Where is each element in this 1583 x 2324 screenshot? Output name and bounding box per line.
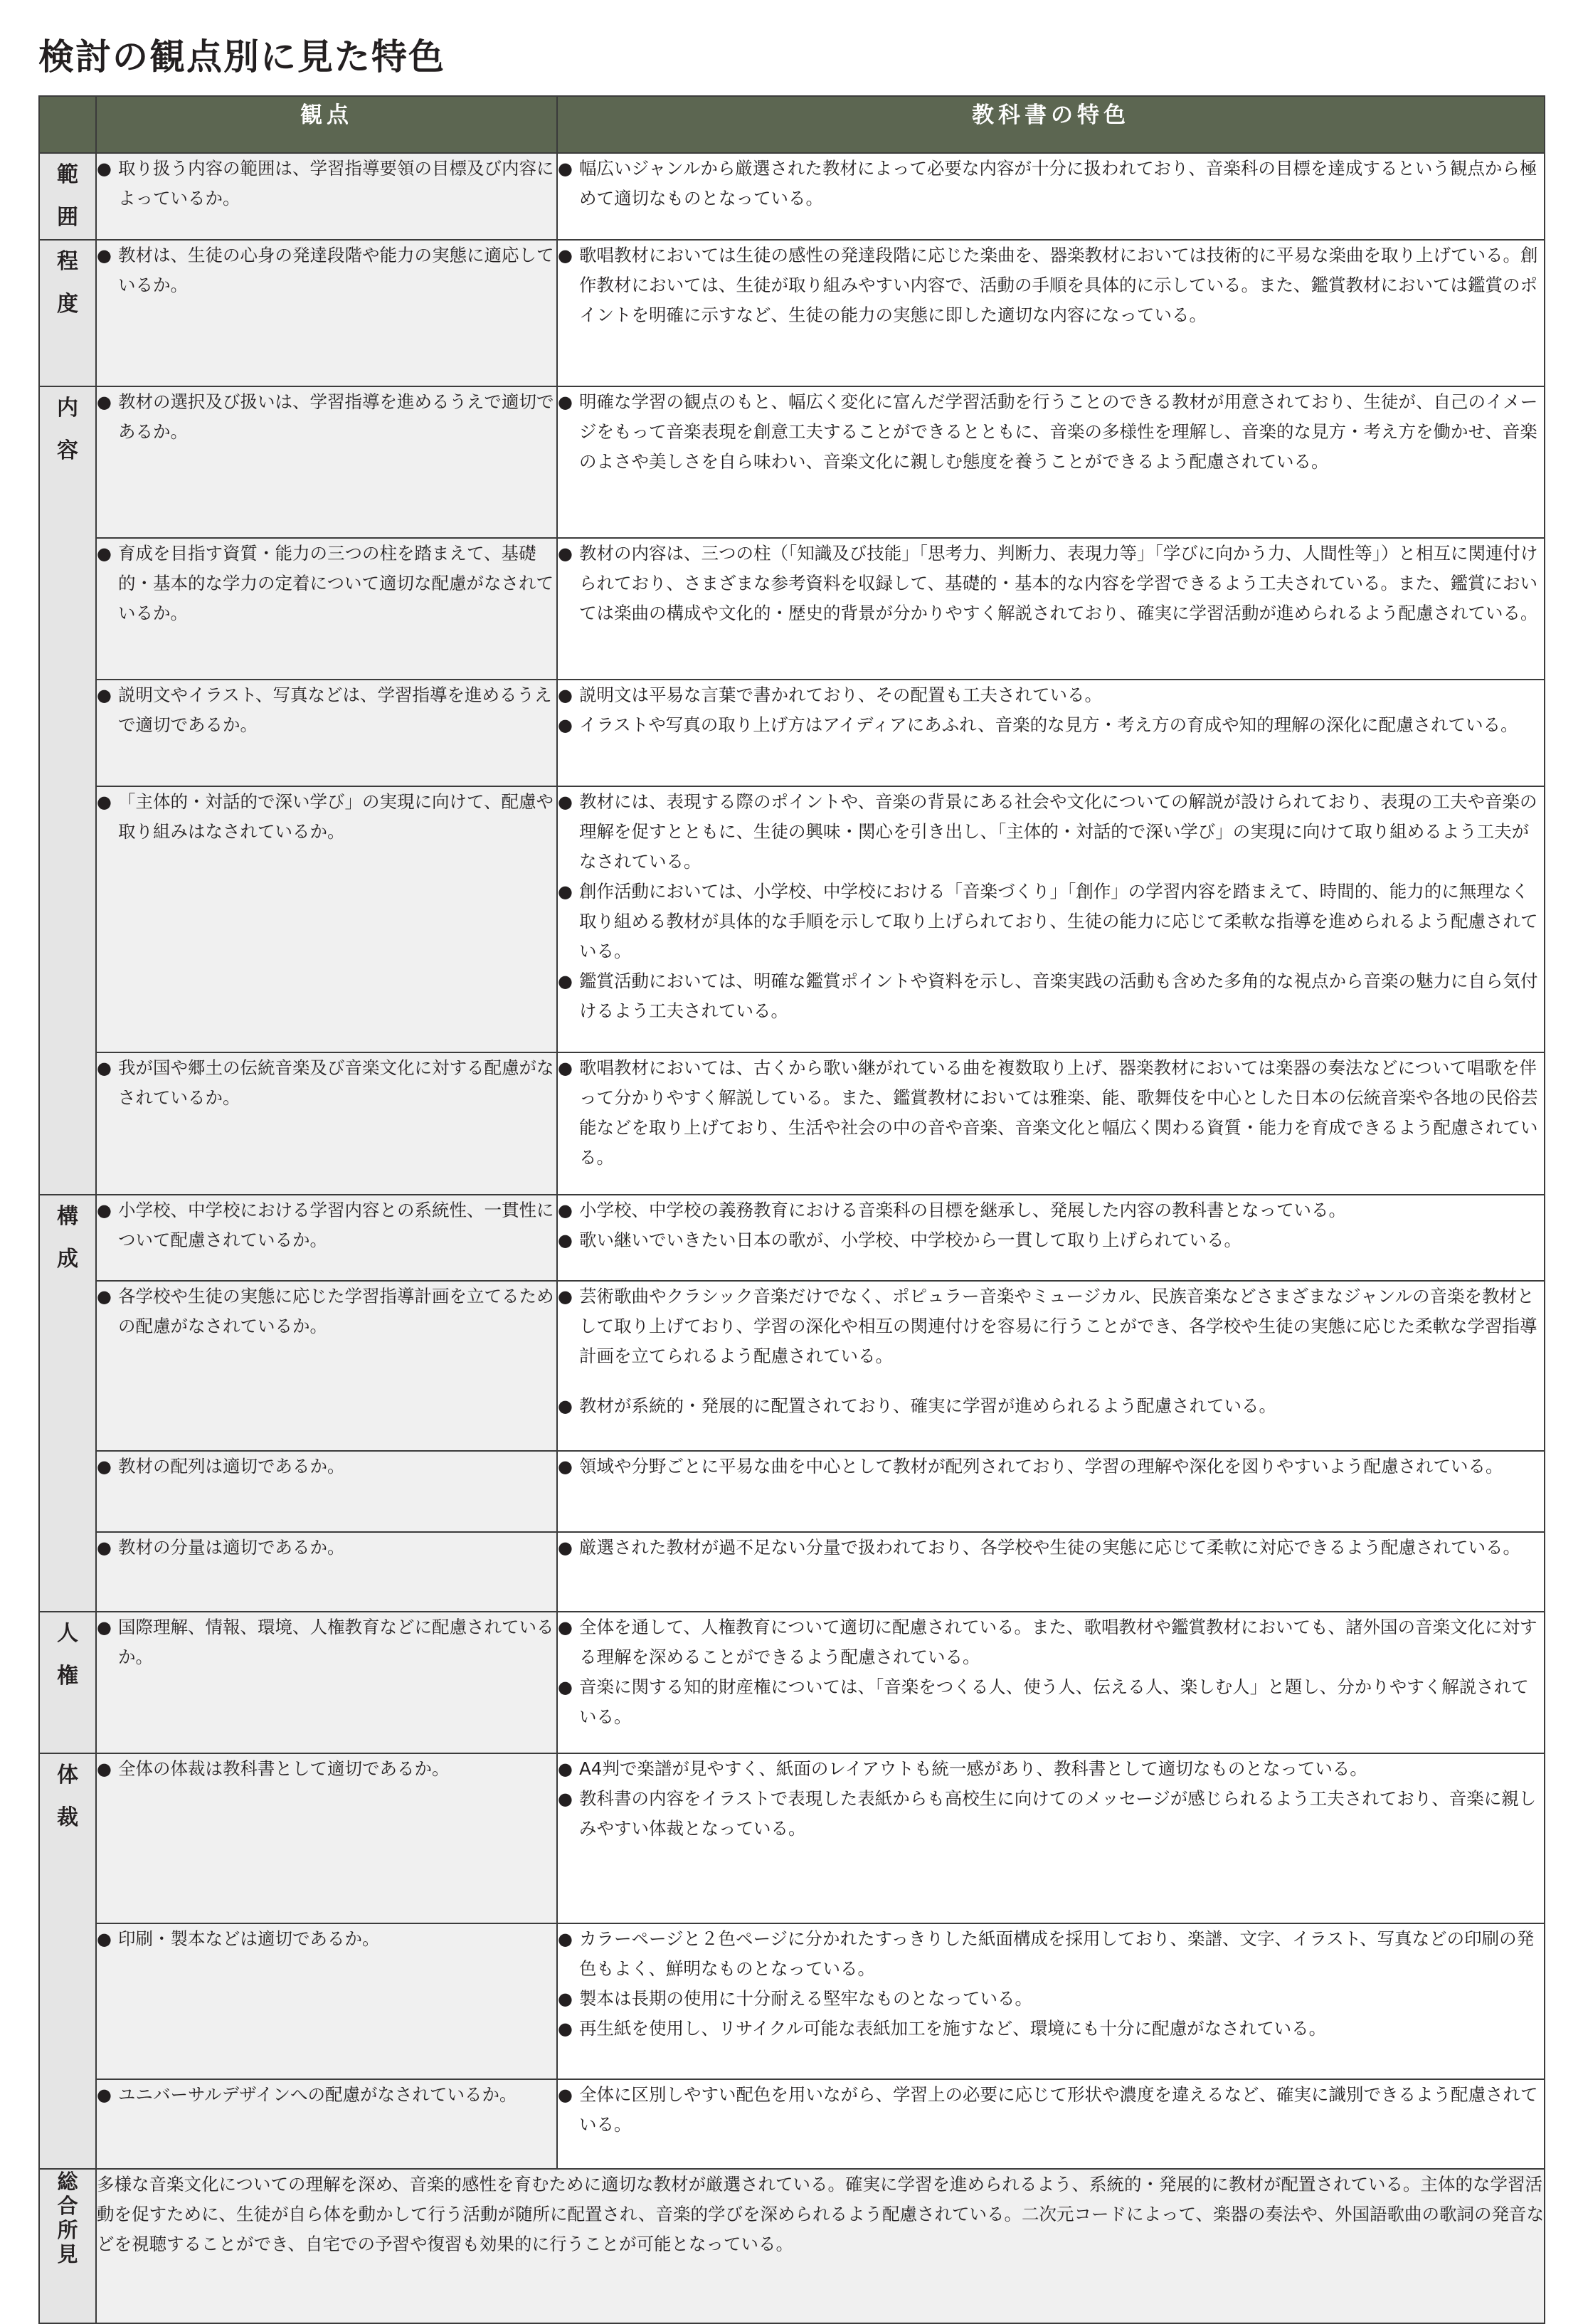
viewpoint-cell <box>96 1923 557 2079</box>
feature-cell <box>557 2079 1545 2169</box>
header-blank-cell <box>39 96 96 153</box>
category-char: 内 <box>57 396 78 421</box>
viewpoint-item: ● 説明文やイラスト、写真などは、学習指導を進めるうえで適切であるか。 <box>97 680 556 740</box>
viewpoint-cell <box>96 153 557 240</box>
category-char: 合 <box>57 2194 78 2218</box>
viewpoint-item: ● 「主体的・対話的で深い学び」の実現に向けて、配慮や取り組みはなされているか。 <box>97 787 556 847</box>
viewpoint-item: ● 育成を目指す資質・能力の三つの柱を踏まえて、基礎的・基本的な学力の定着について適切な配慮がなされているか。 <box>97 539 556 628</box>
category-char: 体 <box>57 1763 78 1787</box>
category-char: 見 <box>57 2242 78 2266</box>
summary-row <box>39 2169 1545 2323</box>
table-row <box>39 1923 1545 2079</box>
viewpoint-cell <box>96 1612 557 1753</box>
feature-cell <box>557 1281 1545 1451</box>
feature-cell <box>557 1451 1545 1532</box>
table-row <box>39 680 1545 786</box>
feature-cell <box>557 386 1545 538</box>
category-char: 人 <box>57 1621 78 1646</box>
feature-group <box>558 154 1544 213</box>
table-row <box>39 1052 1545 1195</box>
viewpoint-cell <box>96 680 557 786</box>
feature-group <box>558 1282 1544 1371</box>
category-char: 権 <box>57 1664 78 1689</box>
feature-item: ● 歌唱教材においては生徒の感性の発達段階に応じた楽曲を、器楽教材においては技術的に平易な楽曲を取り上げている。創作教材においては、生徒が取り組みやすい内容で、活動の手順を具体的に示している。また、鑑賞教材においては鑑賞のポイントを明確に示すなど、生徒の能力の実態に即した適切な内容になっている。 <box>558 241 1544 330</box>
feature-item: ● 再生紙を使用し、リサイクル可能な表紙加工を施すなど、環境にも十分に配慮がなされている。 <box>558 2014 1544 2044</box>
viewpoint-item: ● 教材は、生徒の心身の発達段階や能力の実態に適応しているか。 <box>97 241 556 300</box>
viewpoint-cell <box>96 538 557 680</box>
summary-category-cell <box>39 2169 96 2323</box>
feature-cell <box>557 1195 1545 1281</box>
category-cell <box>39 1612 96 1753</box>
feature-item: ● 教材の内容は、三つの柱（「知識及び技能」「思考力、判断力、表現力等」「学びに向かう力、人間性等」）と相互に関連付けられており、さまざまな参考資料を収録して、基礎的・基本的な内容を学習できるよう工夫されている。また、鑑賞においては楽曲の構成や文化的・歴史的背景が分かりやすく解説されており、確実に学習活動が進められるよう配慮されている。 <box>558 539 1544 628</box>
category-char: 裁 <box>57 1805 78 1830</box>
feature-item: ● 小学校、中学校の義務教育における音楽科の目標を継承し、発展した内容の教科書となっている。 <box>558 1195 1544 1225</box>
category-cell <box>39 1195 96 1612</box>
evaluation-table <box>38 95 1545 2324</box>
viewpoint-cell <box>96 1052 557 1195</box>
table-row <box>39 240 1545 386</box>
table-row <box>39 1753 1545 1923</box>
category-char: 所 <box>57 2218 78 2242</box>
viewpoint-cell <box>96 1195 557 1281</box>
feature-group <box>558 1924 1544 2044</box>
feature-item: ● 教材が系統的・発展的に配置されており、確実に学習が進められるよう配慮されている。 <box>558 1391 1544 1421</box>
table-row <box>39 153 1545 240</box>
feature-cell <box>557 1532 1545 1612</box>
feature-item: ● 製本は長期の使用に十分耐える堅牢なものとなっている。 <box>558 1984 1544 2014</box>
feature-item: ● 全体に区別しやすい配色を用いながら、学習上の必要に応じて形状や濃度を違えるなど、確実に識別できるよう配慮されている。 <box>558 2080 1544 2140</box>
feature-item: ● 創作活動においては、小学校、中学校における「音楽づくり」「創作」の学習内容を踏まえて、時間的、能力的に無理なく取り組める教材が具体的な手順を示して取り上げられており、生徒の能力に応じて柔軟な指導を進められるよう配慮されている。 <box>558 877 1544 966</box>
viewpoint-cell <box>96 1753 557 1923</box>
feature-group <box>558 1612 1544 1732</box>
category-char: 容 <box>57 438 78 463</box>
category-char: 成 <box>57 1247 78 1272</box>
feature-cell <box>557 1052 1545 1195</box>
feature-group <box>558 1452 1544 1481</box>
summary-text: 多様な音楽文化についての理解を深め、音楽的感性を育むために適切な教材が厳選されている。確実に学習を進められるよう、系統的・発展的に教材が配置されている。主体的な学習活動を促すために、生徒が自ら体を動かして行う活動が随所に配置され、音楽的学びを深められるよう配慮されている。二次元コードによって、楽器の奏法や、外国語歌曲の歌詞の発音などを視聴することができ、自宅での予習や復習も効果的に行うことが可能となっている。 <box>96 2169 1545 2323</box>
feature-cell <box>557 1753 1545 1923</box>
viewpoint-item: ● 教材の配列は適切であるか。 <box>97 1452 556 1481</box>
feature-group <box>558 787 1544 1026</box>
viewpoint-item: ● ユニバーサルデザインへの配慮がなされているか。 <box>97 2080 556 2110</box>
category-cell <box>39 386 96 1195</box>
feature-group <box>558 680 1544 740</box>
viewpoint-item: ● 各学校や生徒の実態に応じた学習指導計画を立てるための配慮がなされているか。 <box>97 1282 556 1341</box>
table-row <box>39 786 1545 1052</box>
category-char: 度 <box>57 292 78 317</box>
viewpoint-item: ● 小学校、中学校における学習内容との系統性、一貫性について配慮されているか。 <box>97 1195 556 1255</box>
table-row <box>39 1281 1545 1451</box>
feature-group <box>558 387 1544 477</box>
category-char: 囲 <box>57 205 78 230</box>
viewpoint-item: ● 教材の分量は適切であるか。 <box>97 1533 556 1563</box>
table-body <box>39 153 1545 2323</box>
feature-group <box>558 1391 1544 1421</box>
feature-group <box>558 1195 1544 1255</box>
feature-item: ● 全体を通して、人権教育について適切に配慮されている。また、歌唱教材や鑑賞教材においても、諸外国の音楽文化に対する理解を深めることができるよう配慮されている。 <box>558 1612 1544 1672</box>
viewpoint-cell <box>96 1281 557 1451</box>
feature-item: ● 説明文は平易な言葉で書かれており、その配置も工夫されている。 <box>558 680 1544 710</box>
feature-item: ● 鑑賞活動においては、明確な鑑賞ポイントや資料を示し、音楽実践の活動も含めた多角的な視点から音楽の魅力に自ら気付けるよう工夫されている。 <box>558 966 1544 1026</box>
viewpoint-item: ● 取り扱う内容の範囲は、学習指導要領の目標及び内容によっているか。 <box>97 154 556 213</box>
viewpoint-item: ● 我が国や郷土の伝統音楽及び音楽文化に対する配慮がなされているか。 <box>97 1053 556 1113</box>
feature-group <box>558 1533 1544 1563</box>
table-row <box>39 538 1545 680</box>
page-title: 検討の観点別に見た特色 <box>38 36 445 78</box>
feature-item: ● 厳選された教材が過不足ない分量で扱われており、各学校や生徒の実態に応じて柔軟に対応できるよう配慮されている。 <box>558 1533 1544 1563</box>
feature-group <box>558 241 1544 330</box>
feature-item: ● 明確な学習の観点のもと、幅広く変化に富んだ学習活動を行うことのできる教材が用意されており、生徒が、自己のイメージをもって音楽表現を創意工夫することができるとともに、音楽の多様性を理解し、音楽的な見方・考え方を働かせ、音楽のよさや美しさを自ら味わい、音楽文化に親しむ態度を養うことができるよう配慮されている。 <box>558 387 1544 477</box>
viewpoint-item: ● 印刷・製本などは適切であるか。 <box>97 1924 556 1954</box>
category-cell <box>39 1753 96 2169</box>
category-char: 範 <box>57 162 78 187</box>
viewpoint-item: ● 全体の体裁は教科書として適切であるか。 <box>97 1754 556 1784</box>
feature-item: ● 教材には、表現する際のポイントや、音楽の背景にある社会や文化についての解説が設けられており、表現の工夫や音楽の理解を促すとともに、生徒の興味・関心を引き出し、「主体的・対話的で深い学び」の実現に向けて取り組めるよう工夫がなされている。 <box>558 787 1544 877</box>
feature-cell <box>557 240 1545 386</box>
feature-cell <box>557 1923 1545 2079</box>
viewpoint-cell <box>96 2079 557 2169</box>
feature-item: ● 音楽に関する知的財産権については、「音楽をつくる人、使う人、伝える人、楽しむ人」と題し、分かりやすく解説されている。 <box>558 1672 1544 1732</box>
category-char: 構 <box>57 1204 78 1229</box>
feature-item: ● 教科書の内容をイラストで表現した表紙からも高校生に向けてのメッセージが感じられるよう工夫されており、音楽に親しみやすい体裁となっている。 <box>558 1784 1544 1844</box>
header-viewpoint: 観点 <box>96 96 557 153</box>
feature-item: ● カラーページと２色ページに分かれたすっきりした紙面構成を採用しており、楽譜、文字、イラスト、写真などの印刷の発色もよく、鮮明なものとなっている。 <box>558 1924 1544 1984</box>
category-char: 総 <box>57 2170 78 2194</box>
feature-item: ● 幅広いジャンルから厳選された教材によって必要な内容が十分に扱われており、音楽科の目標を達成するという観点から極めて適切なものとなっている。 <box>558 154 1544 213</box>
viewpoint-cell <box>96 386 557 538</box>
viewpoint-cell <box>96 240 557 386</box>
table-row <box>39 1195 1545 1281</box>
viewpoint-item: ● 教材の選択及び扱いは、学習指導を進めるうえで適切であるか。 <box>97 387 556 447</box>
feature-item: ● 歌唱教材においては、古くから歌い継がれている曲を複数取り上げ、器楽教材においては楽器の奏法などについて唱歌を伴って分かりやすく解説している。また、鑑賞教材においては雅楽、能、歌舞伎を中心とした日本の伝統音楽や各地の民俗芸能などを取り上げており、生活や社会の中の音や音楽、音楽文化と幅広く関わる資質・能力を育成できるよう配慮されている。 <box>558 1053 1544 1173</box>
feature-cell <box>557 786 1545 1052</box>
table-header-row <box>39 96 1545 153</box>
table-row <box>39 1532 1545 1612</box>
table-row <box>39 1451 1545 1532</box>
feature-item: ● A4判で楽譜が見やすく、紙面のレイアウトも統一感があり、教科書として適切なものとなっている。 <box>558 1754 1544 1784</box>
feature-group <box>558 1754 1544 1844</box>
feature-cell <box>557 153 1545 240</box>
table-row <box>39 2079 1545 2169</box>
feature-cell <box>557 680 1545 786</box>
feature-item: ● イラストや写真の取り上げ方はアイディアにあふれ、音楽的な見方・考え方の育成や知的理解の深化に配慮されている。 <box>558 710 1544 740</box>
feature-cell <box>557 538 1545 680</box>
viewpoint-cell <box>96 786 557 1052</box>
header-features: 教科書の特色 <box>557 96 1545 153</box>
viewpoint-cell <box>96 1532 557 1612</box>
category-cell <box>39 240 96 386</box>
feature-group <box>558 1053 1544 1173</box>
feature-item: ● 芸術歌曲やクラシック音楽だけでなく、ポピュラー音楽やミュージカル、民族音楽などさまざまなジャンルの音楽を教材として取り上げており、学習の深化や相互の関連付けを容易に行うことができ、各学校や生徒の実態に応じた柔軟な学習指導計画を立てられるよう配慮されている。 <box>558 1282 1544 1371</box>
category-char: 程 <box>57 249 78 274</box>
feature-item: ● 領域や分野ごとに平易な曲を中心として教材が配列されており、学習の理解や深化を図りやすいよう配慮されている。 <box>558 1452 1544 1481</box>
feature-group <box>558 2080 1544 2140</box>
feature-item: ● 歌い継いでいきたい日本の歌が、小学校、中学校から一貫して取り上げられている。 <box>558 1225 1544 1255</box>
table-row <box>39 386 1545 538</box>
feature-group <box>558 539 1544 628</box>
table-row <box>39 1612 1545 1753</box>
feature-cell <box>557 1612 1545 1753</box>
category-cell <box>39 153 96 240</box>
viewpoint-cell <box>96 1451 557 1532</box>
viewpoint-item: ● 国際理解、情報、環境、人権教育などに配慮されているか。 <box>97 1612 556 1672</box>
